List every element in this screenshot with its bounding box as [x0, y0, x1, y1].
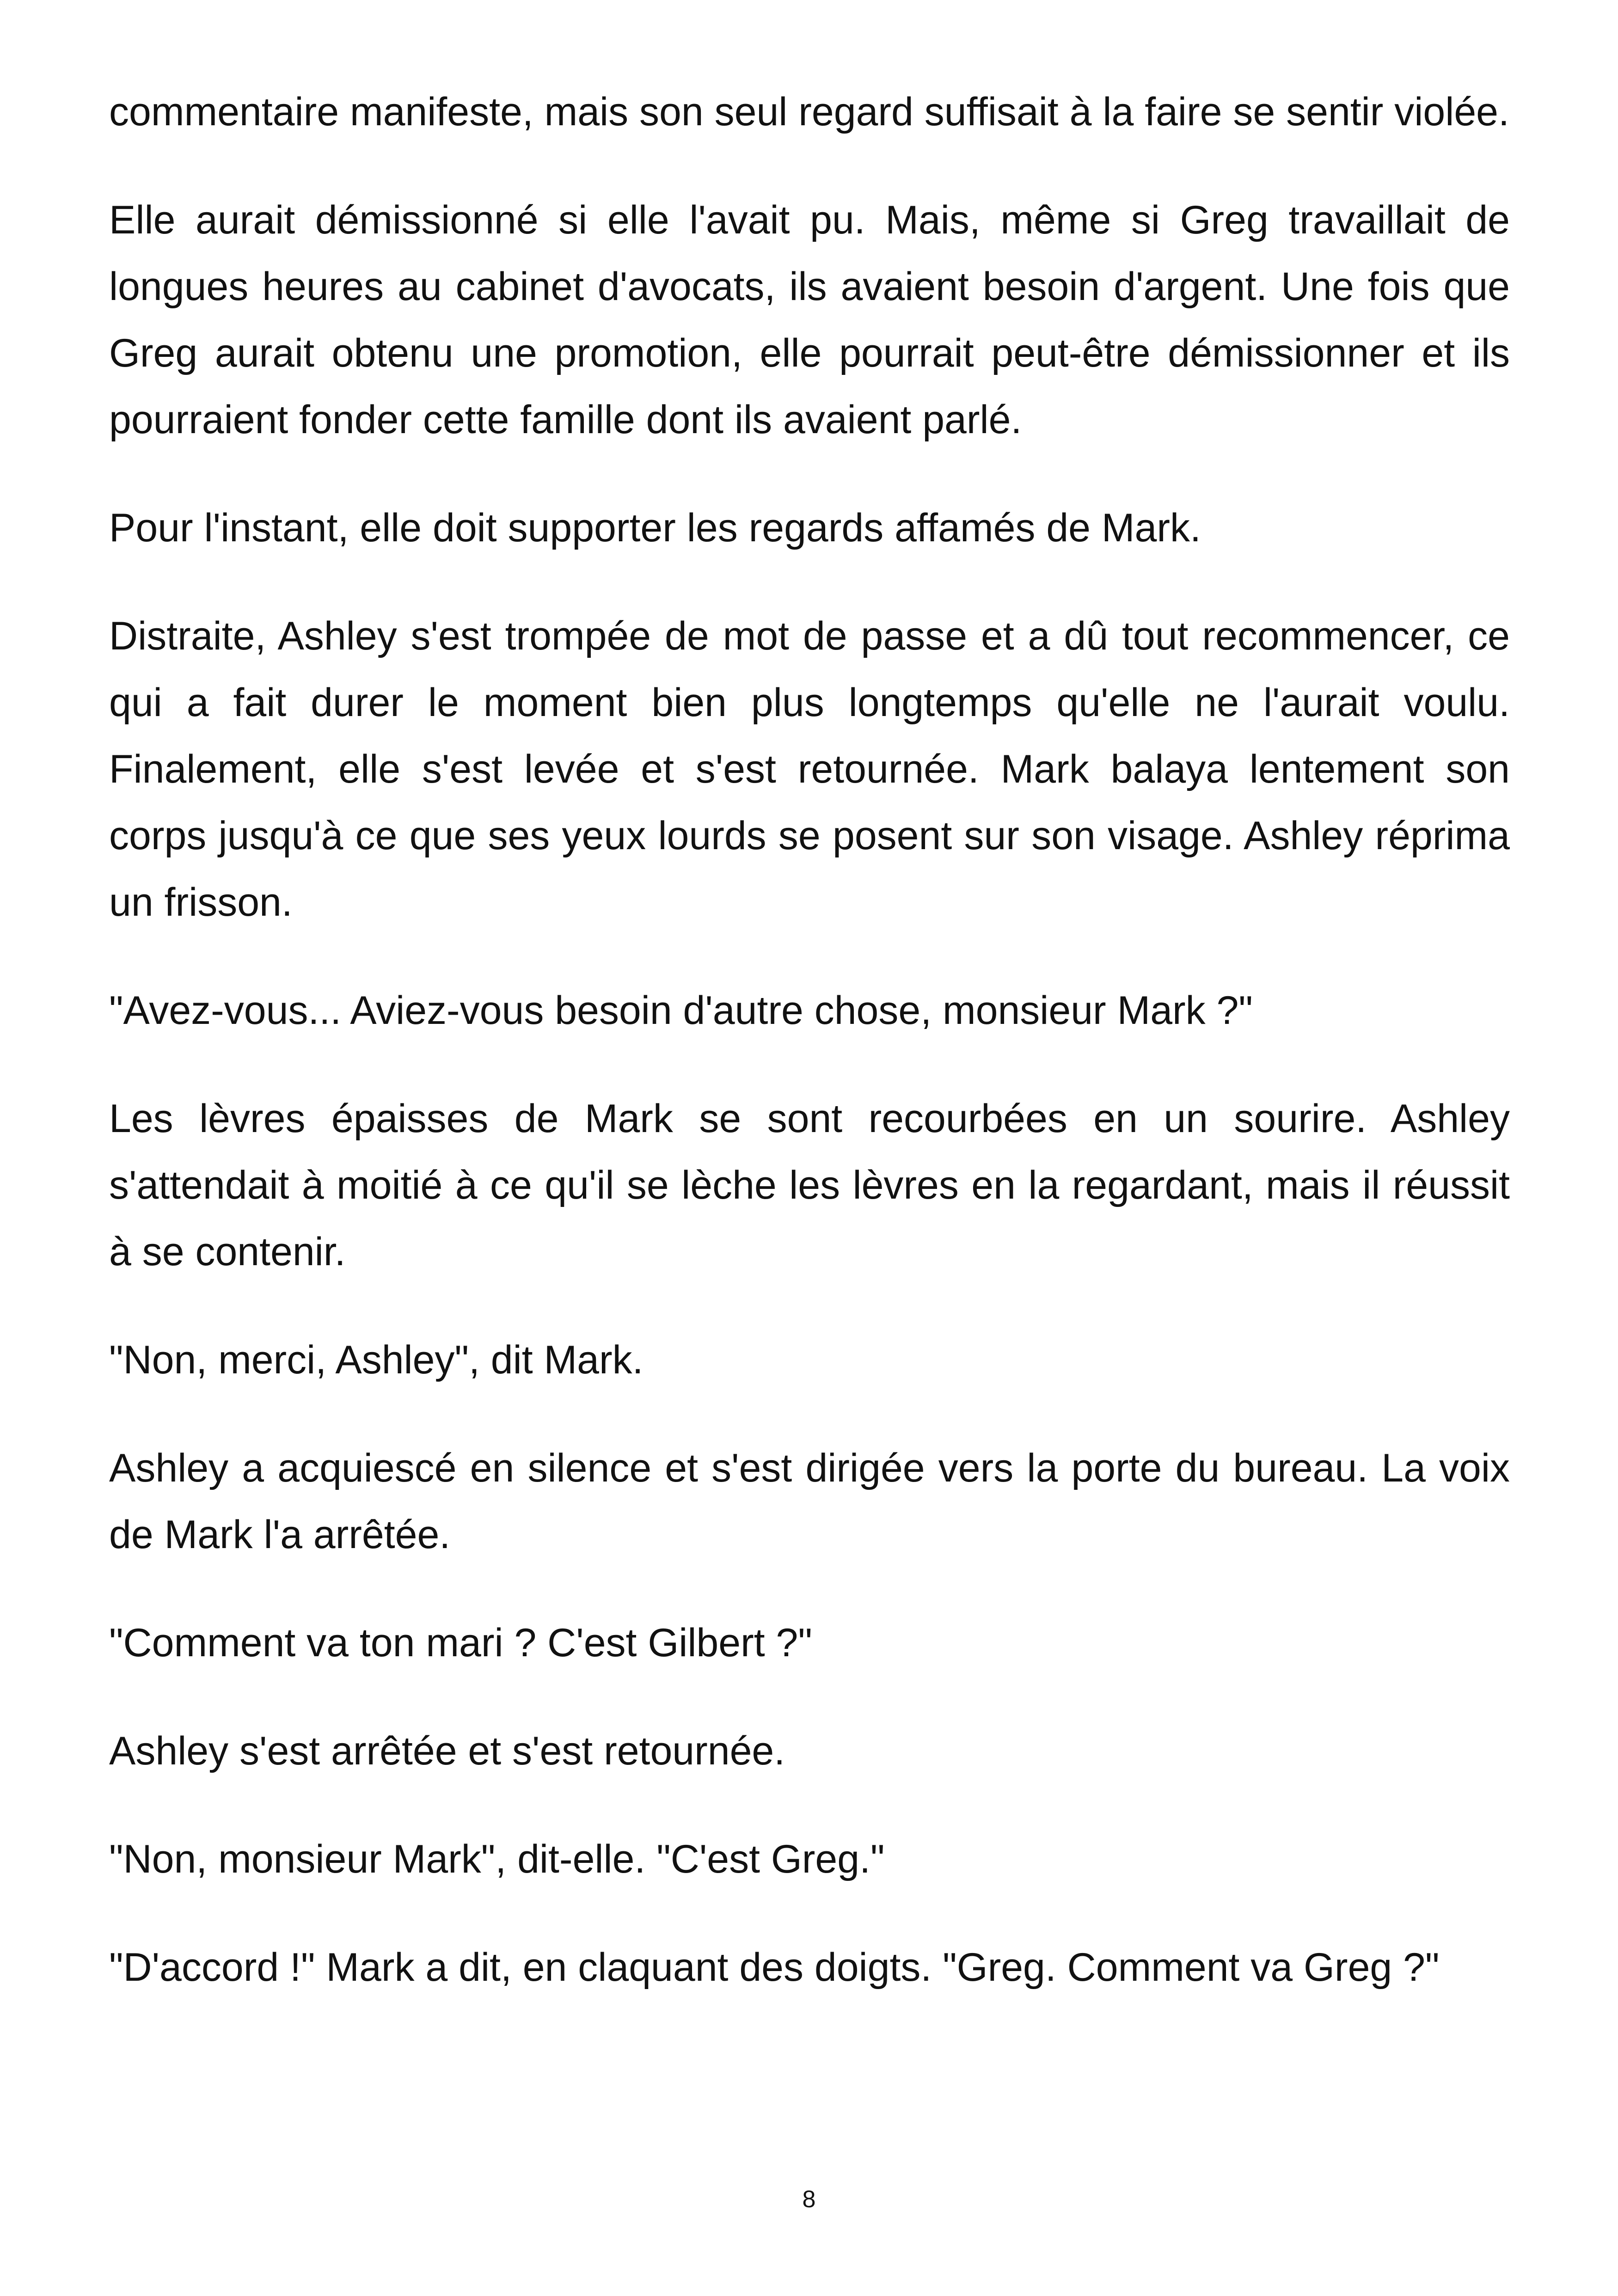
paragraph: commentaire manifeste, mais son seul regard suffisait à la faire se sentir violée. [109, 90, 1509, 134]
page-body [109, 79, 1510, 2042]
paragraph: "Comment va ton mari ? C'est Gilbert ?" [109, 1621, 812, 1665]
paragraph: "Non, monsieur Mark", dit-elle. "C'est Greg." [109, 1837, 885, 1881]
paragraph: Ashley a acquiescé en silence et s'est dirigée vers la porte du bureau. La voix de Mark l'a arrêtée. [109, 1446, 1510, 1557]
paragraph: "D'accord !" Mark a dit, en claquant des doigts. "Greg. Comment va Greg ?" [109, 1945, 1440, 1990]
paragraph: "Non, merci, Ashley", dit Mark. [109, 1338, 644, 1382]
page-number: 8 [802, 2186, 816, 2213]
paragraph: Ashley s'est arrêtée et s'est retournée. [109, 1729, 785, 1773]
paragraph: Les lèvres épaisses de Mark se sont recourbées en un sourire. Ashley s'attendait à moitié à ce qu'il se lèche les lèvres en la regardant, mais il réussit à se contenir. [109, 1096, 1510, 1274]
paragraph: Elle aurait démissionné si elle l'avait pu. Mais, même si Greg travaillait de longues heures au cabinet d'avocats, ils avaient besoin d'argent. Une fois que Greg aurait obtenu une promotion, elle pourrait peut-être démissionner et ils pourraient fonder cette famille dont ils avaient parlé. [109, 198, 1510, 442]
paragraph: Distraite, Ashley s'est trompée de mot de passe et a dû tout recommencer, ce qui a fait durer le moment bien plus longtemps qu'elle ne l'aurait voulu. Finalement, elle s'est levée et s'est retournée. Mark balaya lentement son corps jusqu'à ce que ses yeux lourds se posent sur son visage. Ashley réprima un frisson. [109, 614, 1510, 925]
paragraph: Pour l'instant, elle doit supporter les regards affamés de Mark. [109, 506, 1201, 550]
paragraph: "Avez-vous... Aviez-vous besoin d'autre chose, monsieur Mark ?" [109, 988, 1253, 1033]
